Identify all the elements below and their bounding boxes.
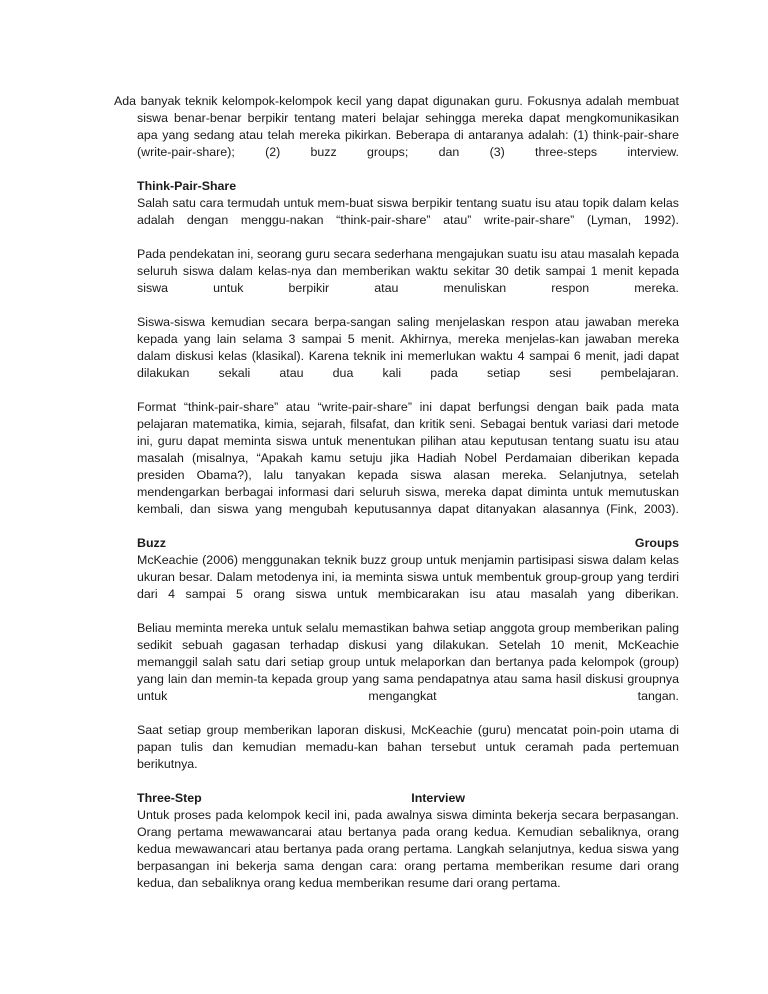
- paragraph: Pada pendekatan ini, seorang guru secara sederhana mengajukan suatu isu atau masalah kepada seluruh siswa dalam kelas-nya dan memberikan waktu sekitar 30 detik sampai 1 menit kepada siswa untuk berpikir atau menuliskan respon mereka.: [137, 247, 679, 295]
- paragraph: Saat setiap group memberikan laporan diskusi, McKeachie (guru) mencatat poin-poin utama di papan tulis dan kemudian memadu-kan bahan tersebut untuk ceramah pada pertemuan berikutnya.: [137, 723, 679, 771]
- paragraph: Untuk proses pada kelompok kecil ini, pada awalnya siswa diminta bekerja secara berpasangan. Orang pertama mewawancarai atau bertanya pada orang kedua. Kemudian sebaliknya, orang kedua mewawancari atau bertanya pada orang pertama. Langkah selanjutnya, kedua siswa yang berpasangan ini bekerja sama dengan cara: orang pertama memberikan resume dari orang kedua, dan sebaliknya orang kedua memberikan resume dari orang pertama.: [137, 808, 679, 890]
- paragraph: Siswa-siswa kemudian secara berpa-sangan saling menjelaskan respon atau jawaban mereka kepada yang lain selama 3 sampai 5 menit. Akhirnya, mereka menjelas-kan jawaban mereka dalam diskusi kelas (klasikal). Karena teknik ini memerlukan waktu 4 sampai 6 menit, jadi dapat dilakukan sekali atau dua kali pada setiap sesi pembelajaran.: [137, 315, 679, 380]
- intro-paragraph: Ada banyak teknik kelompok-kelompok kecil yang dapat digunakan guru. Fokusnya adalah membuat siswa benar-benar berpikir tentang materi belajar sehingga mereka dapat mengkomunikasikan apa yang sedang atau telah mereka pikirkan. Beberapa di antaranya adalah: (1) think-pair-share (write-pair-share); (2) buzz groups; dan (3) three-steps interview.: [114, 94, 679, 159]
- document-body: [114, 93, 679, 909]
- section-heading: Buzz Groups: [137, 536, 679, 550]
- paragraph: Beliau meminta mereka untuk selalu memastikan bahwa setiap anggota group memberikan paling sedikit sebuah gagasan terhadap diskusi yang dilakukan. Setelah 10 menit, McKeachie memanggil salah satu dari setiap group untuk melaporkan dan bertanya pada kelompok (group) yang lain dan memin-ta kepada group yang sama pendapatnya atau sama hasil diskusi groupnya untuk mengangkat tangan.: [137, 621, 679, 703]
- section-heading: Three-Step Interview: [137, 791, 465, 805]
- paragraph: Format “think-pair-share” atau “write-pair-share” ini dapat berfungsi dengan baik pada mata pelajaran matematika, kimia, sejarah, filsafat, dan kritik seni. Sebagai bentuk variasi dari metode ini, guru dapat meminta siswa untuk menentukan pilihan atau keputusan tentang suatu isu atau masalah (misalnya, “Apakah kamu setuju jika Hadiah Nobel Perdamaian diberikan kepada presiden Obama?), lalu tanyakan kepada siswa alasan mereka. Selanjutnya, setelah mendengarkan berbagai informasi dari seluruh siswa, mereka dapat diminta untuk memutuskan kembali, dan siswa yang mengubah keputusannya dapat ditanyakan alasannya (Fink, 2003).: [137, 400, 679, 516]
- section-think-pair-share: [137, 178, 679, 518]
- section-heading: Think-Pair-Share: [137, 179, 237, 193]
- paragraph: Salah satu cara termudah untuk mem-buat siswa berpikir tentang suatu isu atau topik dalam kelas adalah dengan menggu-nakan “think-pair-share” atau” write-pair-share” (Lyman, 1992).: [137, 196, 679, 227]
- section-three-step-interview: [137, 790, 679, 892]
- paragraph: McKeachie (2006) menggunakan teknik buzz group untuk menjamin partisipasi siswa dalam kelas ukuran besar. Dalam metodenya ini, ia meminta siswa untuk membentuk group-group yang terdiri dari 4 sampai 5 orang siswa untuk membicarakan isu atau masalah yang diberikan.: [137, 553, 679, 601]
- section-buzz-groups: [137, 535, 679, 773]
